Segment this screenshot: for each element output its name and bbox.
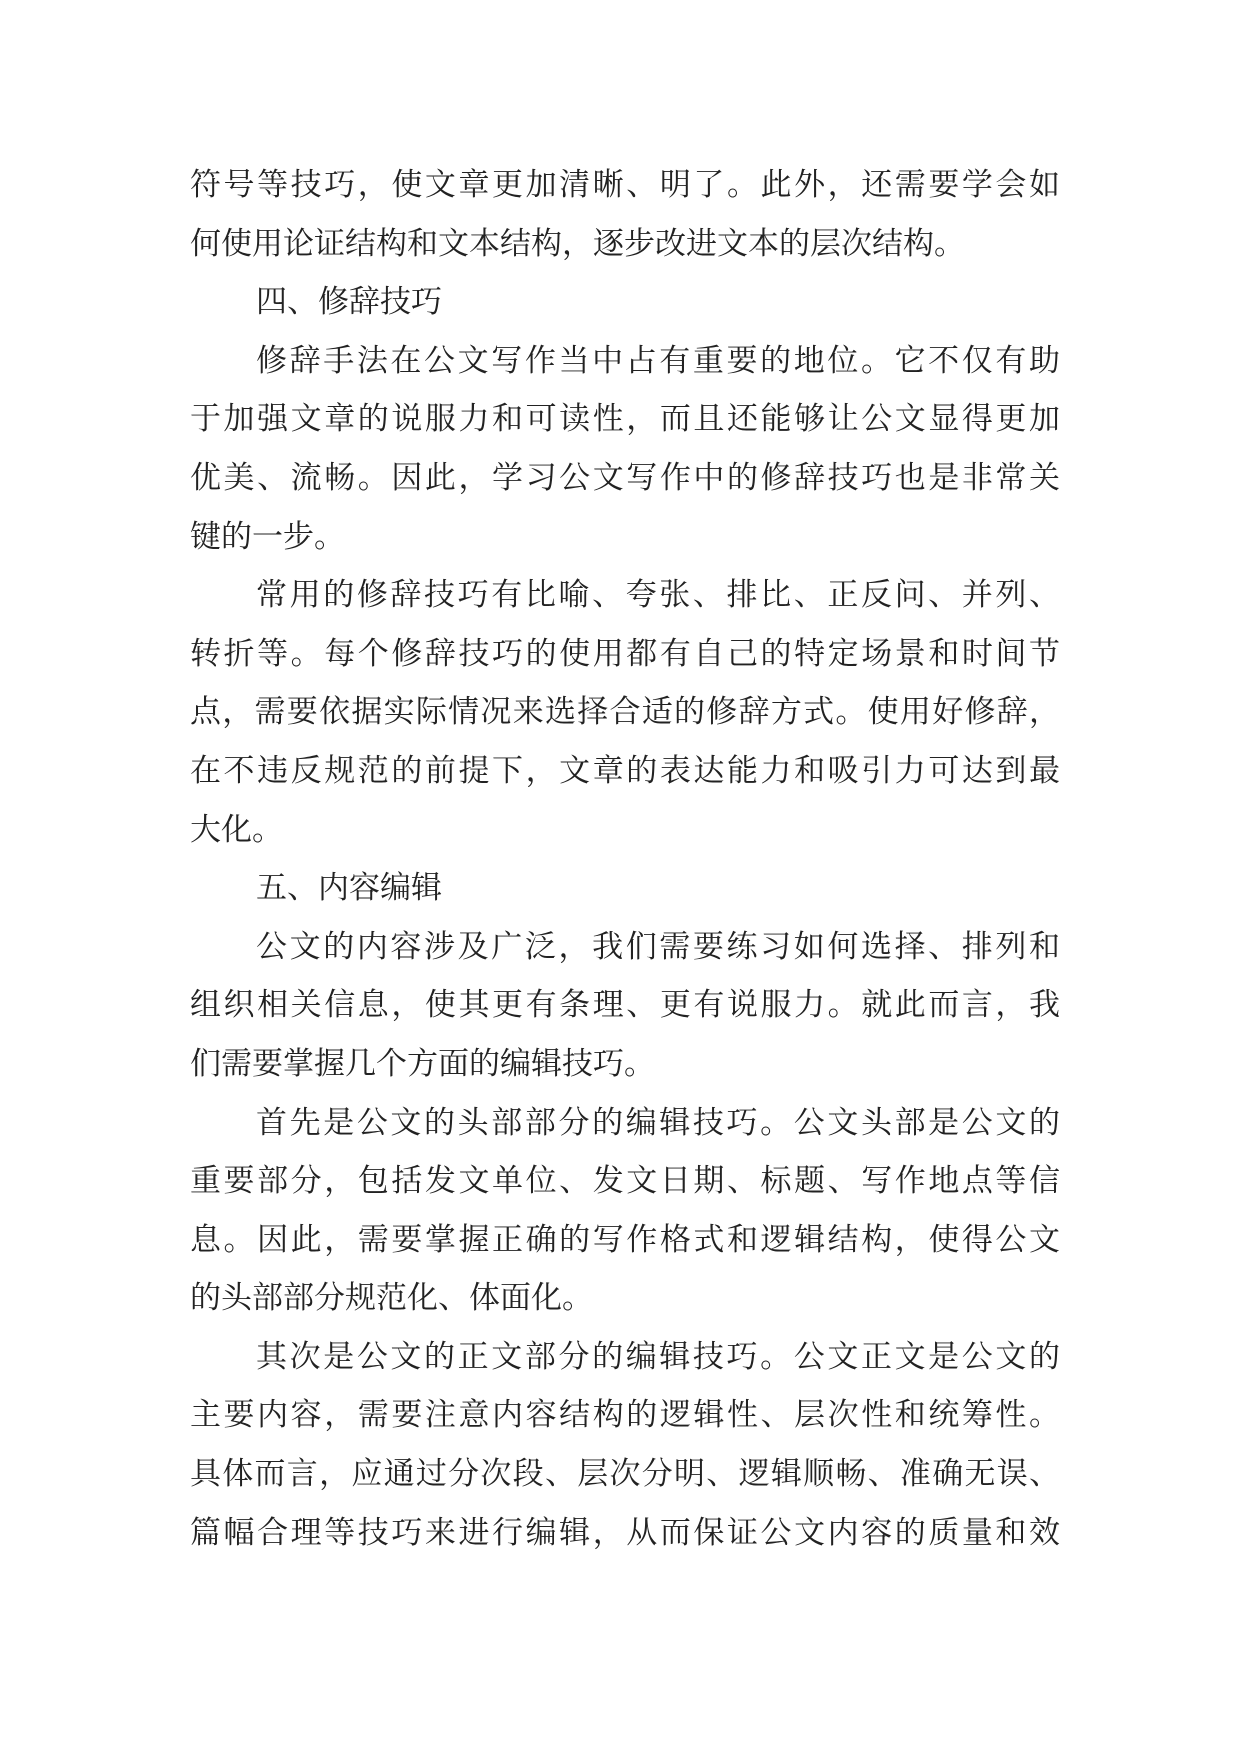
text-line: 具体而言，应通过分次段、层次分明、逻辑顺畅、准确无误、 [190, 1456, 1060, 1493]
text-line: 主要内容，需要注意内容结构的逻辑性、层次性和统筹性。 [190, 1397, 1060, 1434]
text-line: 大化。 [190, 811, 283, 848]
text-line: 点，需要依据实际情况来选择合适的修辞方式。使用好修辞， [190, 694, 1060, 731]
text-line: 在不违反规范的前提下，文章的表达能力和吸引力可达到最 [190, 752, 1060, 789]
text-line: 四、修辞技巧 [256, 284, 442, 321]
text-line: 五、内容编辑 [256, 870, 442, 907]
text-line: 组织相关信息，使其更有条理、更有说服力。就此而言，我 [190, 987, 1060, 1024]
text-line: 符号等技巧，使文章更加清晰、明了。此外，还需要学会如 [190, 167, 1060, 203]
text-line: 修辞手法在公文写作当中占有重要的地位。它不仅有助 [256, 342, 1060, 379]
text-line: 篇幅合理等技巧来进行编辑，从而保证公文内容的质量和效 [190, 1514, 1060, 1551]
text-line: 何使用论证结构和文本结构，逐步改进文本的层次结构。 [190, 225, 965, 262]
document-body [190, 156, 1060, 1562]
text-line: 首先是公文的头部部分的编辑技巧。公文头部是公文的 [256, 1104, 1060, 1141]
text-line: 于加强文章的说服力和可读性，而且还能够让公文显得更加 [190, 401, 1060, 438]
text-line: 重要部分，包括发文单位、发文日期、标题、写作地点等信 [190, 1163, 1060, 1200]
text-line: 公文的内容涉及广泛，我们需要练习如何选择、排列和 [256, 928, 1060, 965]
text-line: 其次是公文的正文部分的编辑技巧。公文正文是公文的 [256, 1338, 1060, 1375]
text-line: 息。因此，需要掌握正确的写作格式和逻辑结构，使得公文 [190, 1221, 1060, 1258]
text-line: 常用的修辞技巧有比喻、夸张、排比、正反问、并列、 [256, 577, 1060, 614]
text-line: 的头部部分规范化、体面化。 [190, 1280, 593, 1317]
text-line: 优美、流畅。因此，学习公文写作中的修辞技巧也是非常关 [190, 459, 1060, 496]
text-line: 键的一步。 [190, 518, 345, 555]
text-line: 们需要掌握几个方面的编辑技巧。 [190, 1045, 655, 1082]
text-line: 转折等。每个修辞技巧的使用都有自己的特定场景和时间节 [190, 635, 1060, 672]
